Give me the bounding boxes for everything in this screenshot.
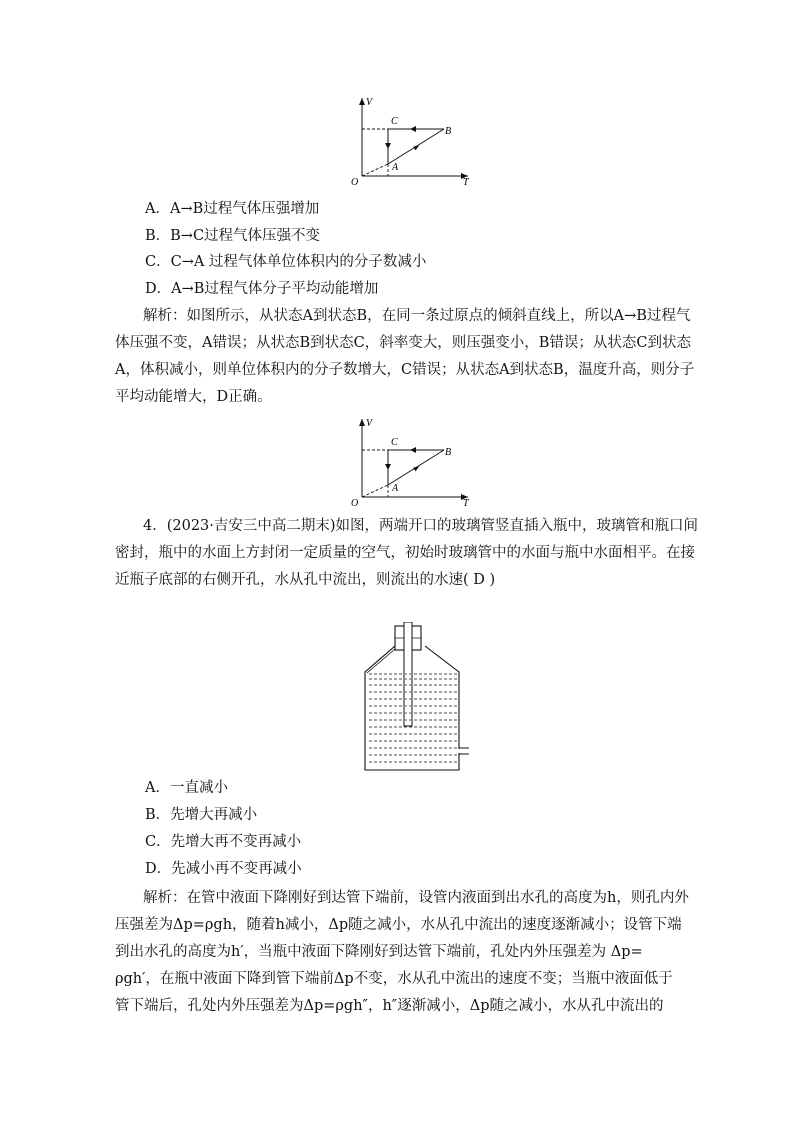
q4-analysis-line-4: ρgh′，在瓶中液面下降到管下端前Δp不变，水从孔中流出的速度不变；当瓶中液面低于 xyxy=(115,971,673,987)
arrow-ab xyxy=(413,467,419,472)
q4-stem-line-1: 4．(2023·吉安三中高二期末)如图，两端开口的玻璃管竖直插入瓶中，玻璃管和瓶口间 xyxy=(143,518,699,534)
q4-analysis-line-1: 解析：在管中液面下降刚好到达管下端前，设管内液面到出水孔的高度为h，则孔内外 xyxy=(143,890,689,906)
q4-analysis-line-5: 管下端后，孔处内外压强差为Δp=ρgh″，h″逐渐减小，Δp随之减小，水从孔中流出的 xyxy=(115,998,664,1014)
label-t: T xyxy=(463,498,469,508)
arrow-bc xyxy=(410,447,416,453)
q3-analysis-line-4: 平均动能增大，D正确。 xyxy=(115,389,272,405)
label-a: A xyxy=(392,162,399,173)
q4-stem-line-2: 密封，瓶中的水面上方封闭一定质量的空气，初始时玻璃管中的水面与瓶中水面相平。在接 xyxy=(115,545,695,561)
q3-option-d: D．A→B过程气体分子平均动能增加 xyxy=(145,281,379,297)
arrow-bc xyxy=(410,126,416,132)
origin-dashed-line xyxy=(362,164,388,176)
q3-analysis xyxy=(115,303,695,411)
q4-option-d: D．先减小再不变再减小 xyxy=(145,861,302,877)
q3-option-a: A．A→B过程气体压强增加 xyxy=(145,201,320,217)
bottle-shoulder-left-inner xyxy=(367,649,395,673)
label-o: O xyxy=(351,498,359,508)
q3-analysis-line-1: 解析：如图所示，从状态A到状态B，在同一条过原点的倾斜直线上，所以A→B过程气 xyxy=(143,308,691,324)
q4-analysis xyxy=(115,885,689,1020)
vt-diagram-analysis xyxy=(340,413,480,508)
arrow-ca xyxy=(385,143,391,149)
water-lines xyxy=(369,674,459,762)
label-t: T xyxy=(463,177,469,187)
q4-analysis-line-3: 到出水孔的高度为h′，当瓶中液面下降刚好到达管下端前，孔处内外压强差为 Δp= xyxy=(115,944,643,960)
q4-option-c: C．先增大再不变再减小 xyxy=(145,834,302,850)
bottle-diagram xyxy=(355,622,475,772)
label-b: B xyxy=(445,126,452,137)
q4-option-b: B．先增大再减小 xyxy=(145,807,258,823)
q4-analysis-line-2: 压强差为Δp=ρgh，随着h减小，Δp随之减小，水从孔中流出的速度逐渐减小；设管下端 xyxy=(115,917,682,933)
arrow-ca xyxy=(385,464,391,470)
label-b: B xyxy=(445,447,452,458)
q3-analysis-line-2: 体压强不变，A错误；从状态B到状态C，斜率变大，则压强变小，B错误；从状态C到状态 xyxy=(115,335,691,351)
label-o: O xyxy=(351,177,359,187)
origin-dashed-line xyxy=(362,485,388,497)
q3-option-c: C．C→A 过程气体单位体积内的分子数减小 xyxy=(145,254,427,270)
vt-diagram-top xyxy=(340,92,480,187)
label-v: V xyxy=(366,97,373,108)
arrow-ab xyxy=(413,146,419,151)
label-a: A xyxy=(392,483,399,494)
label-c: C xyxy=(391,437,398,448)
q4-option-a: A．一直减小 xyxy=(145,780,228,796)
q4-stem-line-3: 近瓶子底部的右侧开孔，水从孔中流出，则流出的水速( D ) xyxy=(115,572,496,588)
label-v: V xyxy=(366,418,373,429)
q4-stem xyxy=(115,513,699,594)
outlet-gap xyxy=(458,749,461,753)
label-c: C xyxy=(391,116,398,127)
q3-analysis-line-3: A，体积减小，则单位体积内的分子数增大，C错误；从状态A到状态B，温度升高，则分子 xyxy=(115,362,695,378)
q3-option-b: B．B→C过程气体压强不变 xyxy=(145,228,321,244)
